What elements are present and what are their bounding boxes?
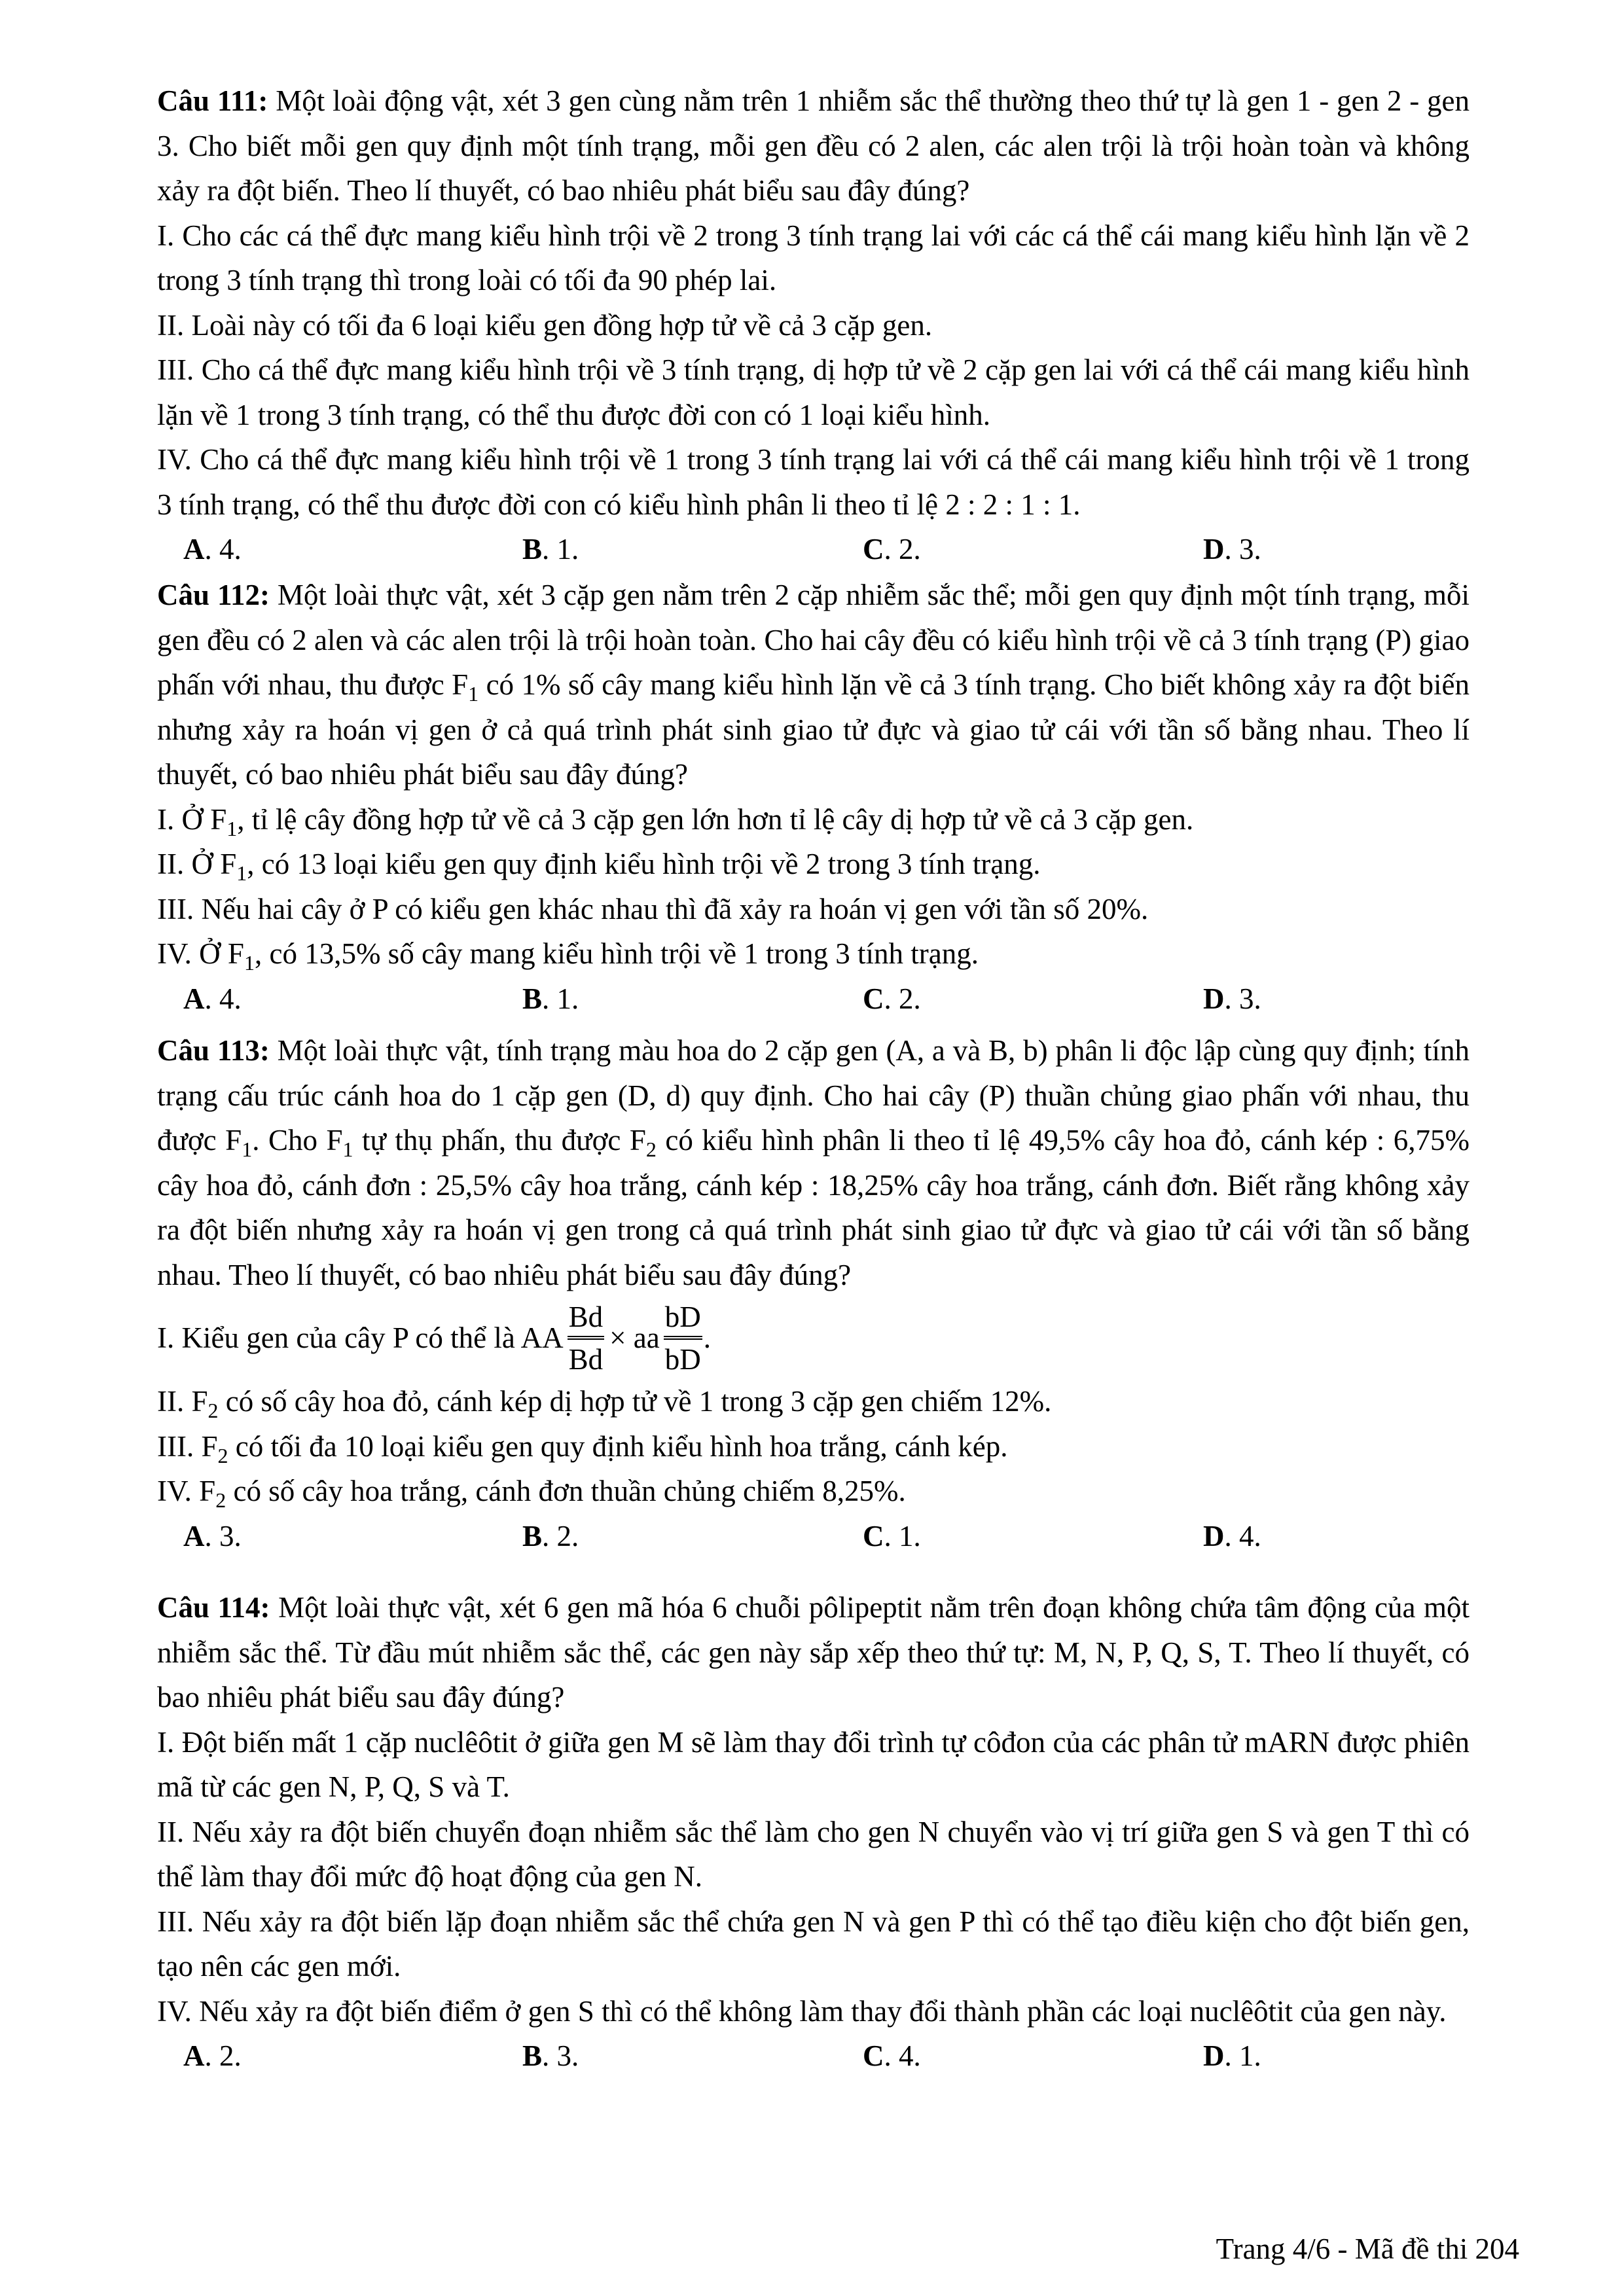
stem-text: Một loài động vật, xét 3 gen cùng nằm trên 1 nhiễm sắc thể thường theo thứ tự là gen 1 - gen 2 - gen 3. Cho biết mỗi gen quy định một tính trạng, mỗi gen đều có 2 alen, các alen trội là trội hoàn toàn và không xảy ra đột biến. Theo lí thuyết, có bao nhiêu phát biểu sau đây đúng?: [157, 84, 1470, 207]
option-b[interactable]: B. 1.: [522, 982, 579, 1015]
question-114: [157, 1585, 1470, 2079]
statement-2: II. $F_2$ có số cây hoa đỏ, cánh kép dị hợp tử về 1 trong 3 cặp gen chiếm 12%.: [157, 1385, 1052, 1422]
question-stem: Câu 113: Một loài thực vật, tính trạng màu hoa do 2 cặp gen (A, a và B, b) phân li độc lập cùng quy định; tính trạng cấu trúc cánh hoa do 1 cặp gen (D, d) quy định. Cho hai cây (P) thuần chủng giao phấn với nhau, thu được $F_1$. Cho $F_1$ tự thụ phấn, thu được $F_2$ có kiểu hình phân li theo tỉ lệ 49,5% cây hoa đỏ, cánh kép : 6,75% cây hoa đỏ, cánh đơn : 25,5% cây hoa trắng, cánh kép : 18,25% cây hoa trắng, cánh đơn. Biết rằng không xảy ra đột biến nhưng xảy ra hoán vị gen trong cả quá trình phát sinh giao tử đực và giao tử cái với tần số bằng nhau. Theo lí thuyết, có bao nhiêu phát biểu sau đây đúng?: [157, 1034, 1470, 1291]
option-a[interactable]: A. 3.: [183, 1519, 242, 1552]
statement-2: II. Ở $F_1$, có 13 loại kiểu gen quy định kiểu hình trội về 2 trong 3 tính trạng.: [157, 848, 1041, 885]
option-d[interactable]: D. 3.: [1203, 533, 1261, 565]
answer-options: [157, 1514, 1470, 1559]
statement-1: I. Kiểu gen của cây P có thể là AA $\frac{Bd}{Bd}$ × aa $\frac{bD}{bD}$ .: [157, 1300, 711, 1376]
question-113: [157, 1028, 1470, 1558]
statement-2: II. Nếu xảy ra đột biến chuyển đoạn nhiễm sắc thể làm cho gen N chuyển vào vị trí giữa gen S và gen T thì có thể làm thay đổi mức độ hoạt động của gen N.: [157, 1815, 1470, 1893]
question-label: Câu 112:: [157, 579, 270, 611]
option-d[interactable]: D. 1.: [1203, 2039, 1261, 2072]
statement-1: I. Đột biến mất 1 cặp nuclêôtit ở giữa gen M sẽ làm thay đổi trình tự côđon của các phân tử mARN được phiên mã từ các gen N, P, Q, S và T.: [157, 1725, 1470, 1803]
statement-1: I. Ở $F_1$, tỉ lệ cây đồng hợp tử về cả 3 cặp gen lớn hơn tỉ lệ cây dị hợp tử về cả 3 cặp gen.: [157, 802, 1194, 840]
option-c[interactable]: C. 4.: [863, 2039, 921, 2072]
answer-options: [157, 977, 1470, 1022]
option-a[interactable]: A. 4.: [183, 982, 242, 1015]
statement-4: IV. Cho cá thể đực mang kiểu hình trội về 1 trong 3 tính trạng lai với cá thể cái mang kiểu hình trội về 1 trong 3 tính trạng, có thể thu được đời con có kiểu hình phân li theo tỉ lệ 2 : 2 : 1 : 1.: [157, 443, 1470, 521]
statement-1: I. Cho các cá thể đực mang kiểu hình trội về 2 trong 3 tính trạng lai với các cá thể cái mang kiểu hình lặn về 2 trong 3 tính trạng thì trong loài có tối đa 90 phép lai.: [157, 219, 1470, 296]
question-label: Câu 114:: [157, 1591, 270, 1624]
question-112: [157, 573, 1470, 1021]
option-c[interactable]: C. 2.: [863, 533, 921, 565]
statement-4: IV. Nếu xảy ra đột biến điểm ở gen S thì có thể không làm thay đổi thành phần các loại nuclêôtit của gen này.: [157, 1994, 1447, 2028]
question-label: Câu 111:: [157, 84, 268, 117]
question-stem: Câu 112: Một loài thực vật, xét 3 cặp gen nằm trên 2 cặp nhiễm sắc thể; mỗi gen quy định một tính trạng, mỗi gen đều có 2 alen và các alen trội là trội hoàn toàn. Cho hai cây đều có kiểu hình trội về cả 3 tính trạng (P) giao phấn với nhau, thu được $F_1$ có 1% số cây mang kiểu hình lặn về cả 3 tính trạng. Cho biết không xảy ra đột biến nhưng xảy ra hoán vị gen ở cả quá trình phát sinh giao tử đực và giao tử cái với tần số bằng nhau. Theo lí thuyết, có bao nhiêu phát biểu sau đây đúng?: [157, 579, 1470, 791]
page-footer: Trang 4/6 - Mã đề thi 204: [1216, 2233, 1519, 2265]
statement-3: III. Cho cá thể đực mang kiểu hình trội về 3 tính trạng, dị hợp tử về 2 cặp gen lai với cá thể cái mang kiểu hình lặn về 1 trong 3 tính trạng, có thể thu được đời con có 1 loại kiểu hình.: [157, 353, 1470, 431]
genotype-fraction-2: $\frac{bD}{bD}$: [664, 1300, 701, 1376]
option-b[interactable]: B. 1.: [522, 533, 579, 565]
option-d[interactable]: D. 4.: [1203, 1519, 1261, 1552]
statement-3: III. Nếu hai cây ở P có kiểu gen khác nhau thì đã xảy ra hoán vị gen với tần số 20%.: [157, 892, 1149, 925]
statement-4: IV. Ở $F_1$, có 13,5% số cây mang kiểu hình trội về 1 trong 3 tính trạng.: [157, 937, 979, 975]
option-a[interactable]: A. 2.: [183, 2039, 242, 2072]
option-d[interactable]: D. 3.: [1203, 982, 1261, 1015]
statement-4: IV. $F_2$ có số cây hoa trắng, cánh đơn thuần chủng chiếm 8,25%.: [157, 1475, 906, 1512]
question-stem: [157, 79, 1470, 213]
option-a[interactable]: A. 4.: [183, 533, 242, 565]
answer-options: [157, 2034, 1470, 2079]
genotype-fraction-1: $\frac{Bd}{Bd}$: [568, 1300, 604, 1376]
question-label: Câu 113:: [157, 1034, 270, 1067]
option-b[interactable]: B. 2.: [522, 1519, 579, 1552]
question-stem: Câu 114: Một loài thực vật, xét 6 gen mã hóa 6 chuỗi pôlipeptit nằm trên đoạn không chứa tâm động của một nhiễm sắc thể. Từ đầu mút nhiễm sắc thể, các gen này sắp xếp theo thứ tự: M, N, P, Q, S, T. Theo lí thuyết, có bao nhiêu phát biểu sau đây đúng?: [157, 1591, 1470, 1713]
option-c[interactable]: C. 1.: [863, 1519, 921, 1552]
option-c[interactable]: C. 2.: [863, 982, 921, 1015]
question-111: [157, 79, 1470, 572]
answer-options: [157, 527, 1470, 572]
statement-3: III. $F_2$ có tối đa 10 loại kiểu gen quy định kiểu hình hoa trắng, cánh kép.: [157, 1429, 1008, 1467]
statement-3: III. Nếu xảy ra đột biến lặp đoạn nhiễm sắc thể chứa gen N và gen P thì có thể tạo điều kiện cho đột biến gen, tạo nên các gen mới.: [157, 1905, 1470, 1982]
statement-2: II. Loài này có tối đa 6 loại kiểu gen đồng hợp tử về cả 3 cặp gen.: [157, 308, 933, 342]
option-b[interactable]: B. 3.: [522, 2039, 579, 2072]
